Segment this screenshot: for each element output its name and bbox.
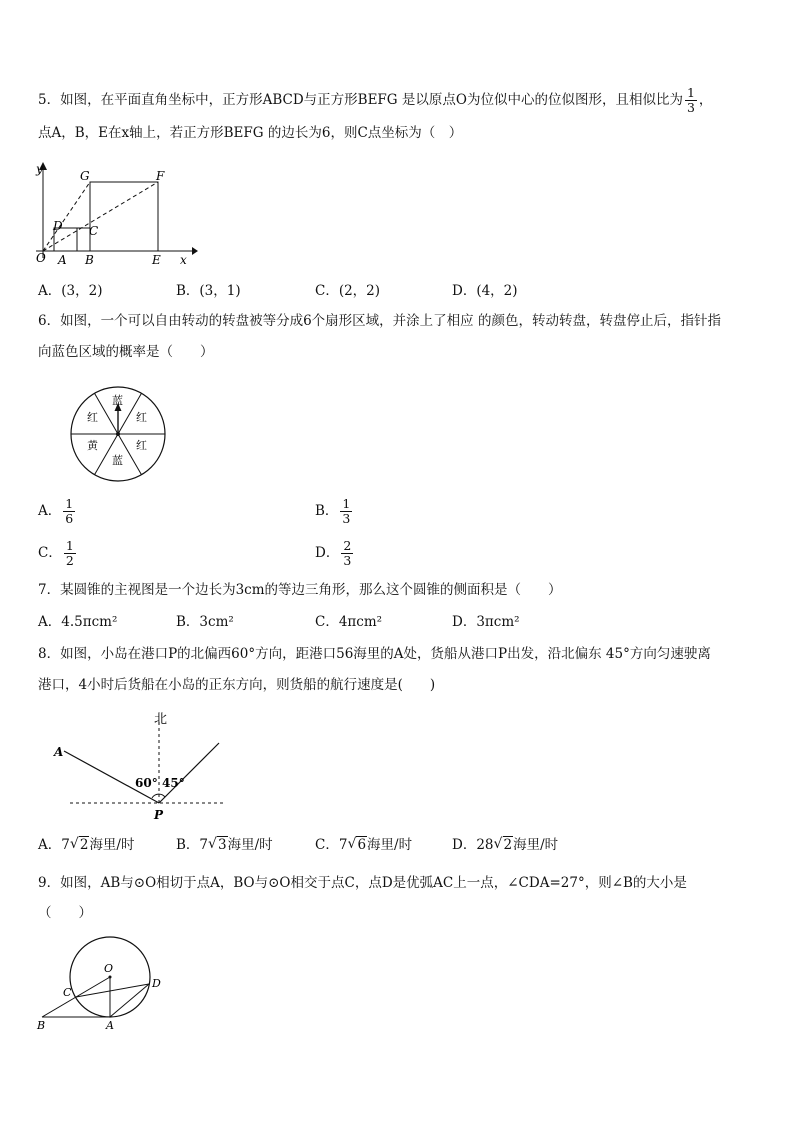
q7-option-b[interactable]: B．3cm² — [176, 614, 234, 630]
q7-option-c[interactable]: C．4πcm² — [315, 614, 383, 630]
label-f: F — [156, 169, 165, 183]
q8-option-c-sqrt — [347, 835, 367, 855]
q8-stem-line1: 8．如图，小岛在港口P的北偏西60°方向，距港口56海里的A处，货船从港口P出发，沿北偏东 45°方向匀速驶离 — [38, 646, 711, 662]
q5-figure — [30, 158, 200, 268]
q5-ratio-fraction — [685, 86, 697, 115]
q8-option-c-coef: 7 — [338, 837, 348, 853]
q7-option-a[interactable]: A．4.5πcm² — [38, 614, 118, 630]
sector-bottom-right: 红 — [136, 439, 147, 452]
q6-option-b-num: 1 — [342, 496, 351, 511]
label-o: O — [104, 962, 114, 975]
label-c: C — [89, 224, 99, 238]
q5-option-c[interactable]: C．(2，2) — [315, 283, 381, 299]
q6-option-a-letter: A． — [38, 503, 62, 519]
q8-option-a-rad: 2 — [79, 837, 89, 853]
q8-option-c[interactable] — [315, 835, 412, 855]
q6-option-d-num: 2 — [343, 538, 352, 553]
label-a: A — [106, 1019, 114, 1032]
q8-option-b-unit: 海里/时 — [227, 837, 273, 853]
q6-option-b[interactable] — [315, 497, 354, 526]
q5-stem-line1 — [38, 86, 712, 115]
q5-option-a[interactable]: A．(3，2) — [38, 283, 103, 299]
x-axis-arrow — [192, 247, 198, 255]
q8-option-b-sqrt — [208, 835, 228, 855]
label-g: G — [80, 169, 90, 183]
q8-option-c-rad: 6 — [357, 837, 367, 853]
label-angle-60: 60° — [135, 776, 158, 790]
q7-stem: 7．某圆锥的主视图是一个边长为3cm的等边三角形，那么这个圆锥的侧面积是（ ） — [38, 582, 562, 598]
q8-stem-line2: 港口，4小时后货船在小岛的正东方向，则货船的航行速度是( ) — [38, 677, 436, 693]
q7-option-d[interactable]: D．3πcm² — [452, 614, 520, 630]
q9-figure — [32, 932, 172, 1032]
label-a: A — [54, 745, 64, 759]
q8-option-d-sqrt — [494, 835, 514, 855]
q5-text-1-end: ， — [698, 92, 713, 108]
label-b: B — [37, 1019, 46, 1032]
q6-option-d-den: 3 — [343, 553, 352, 568]
q8-option-b-coef: 7 — [199, 837, 209, 853]
ray-o-g — [43, 182, 90, 251]
q5-ratio-num: 1 — [686, 85, 695, 100]
q8-option-b-rad: 3 — [218, 837, 227, 853]
q6-option-a-fraction — [63, 497, 75, 526]
q9-stem-line2: （ ） — [38, 905, 92, 921]
q6-option-b-fraction — [340, 497, 352, 526]
q6-option-c-den: 2 — [65, 553, 74, 568]
q8-option-d-coef: 28 — [476, 837, 494, 853]
label-c: C — [63, 986, 72, 999]
q6-option-b-letter: B． — [315, 503, 339, 519]
segment-p-ne — [159, 743, 219, 803]
sector-top: 蓝 — [112, 394, 123, 407]
label-north: 北 — [154, 712, 168, 727]
q6-option-d-fraction — [341, 539, 353, 568]
q8-option-d-letter: D． — [452, 837, 477, 853]
label-y: y — [36, 162, 43, 176]
label-d: D — [53, 219, 63, 233]
q8-option-d[interactable] — [452, 835, 558, 855]
q5-ratio-den: 3 — [686, 100, 695, 115]
q6-spinner-wheel — [68, 384, 168, 484]
q8-figure — [48, 708, 238, 820]
q6-option-a-den: 6 — [65, 511, 74, 526]
q5-stem-line2: 点A，B，E在x轴上，若正方形BEFG 的边长为6，则C点坐标为（ ） — [38, 125, 463, 141]
sector-bottom-left: 黄 — [87, 439, 98, 452]
q6-option-c-num: 1 — [65, 538, 74, 553]
q8-option-b-letter: B． — [176, 837, 200, 853]
sector-top-left: 红 — [87, 411, 98, 424]
q8-option-d-rad: 2 — [503, 837, 513, 853]
q8-option-a[interactable] — [38, 835, 135, 855]
label-b: B — [85, 253, 94, 267]
q8-option-a-sqrt — [70, 835, 90, 855]
q6-option-c[interactable] — [38, 539, 78, 568]
label-x: x — [180, 253, 187, 267]
sector-top-right: 红 — [136, 411, 147, 424]
q6-option-d[interactable] — [315, 539, 355, 568]
q8-option-a-coef: 7 — [61, 837, 70, 853]
q8-option-a-letter: A． — [38, 837, 62, 853]
label-d: D — [152, 977, 161, 990]
q6-stem-line2: 向蓝色区域的概率是（ ） — [38, 344, 214, 360]
q8-option-c-letter: C． — [315, 837, 339, 853]
q8-option-d-unit: 海里/时 — [513, 837, 559, 853]
q5-option-b[interactable]: B．(3，1) — [176, 283, 241, 299]
label-angle-45: 45° — [162, 776, 185, 790]
label-a: A — [58, 253, 67, 267]
q9-stem-line1: 9．如图，AB与⊙O相切于点A，BO与⊙O相交于点C，点D是优弧AC上一点，∠CDA=27°，则∠B的大小是 — [38, 875, 687, 891]
q6-option-c-letter: C． — [38, 545, 62, 561]
q8-option-a-unit: 海里/时 — [89, 837, 135, 853]
q6-option-d-letter: D． — [315, 545, 340, 561]
label-o: O — [36, 251, 46, 265]
label-e: E — [152, 253, 161, 267]
q6-option-b-den: 3 — [342, 511, 351, 526]
sector-bottom: 蓝 — [112, 454, 123, 467]
q6-option-a-num: 1 — [65, 496, 74, 511]
q8-option-c-unit: 海里/时 — [367, 837, 413, 853]
q5-text-1: 5．如图，在平面直角坐标中，正方形ABCD与正方形BEFG 是以原点O为位似中心的位似图形，且相似比为 — [38, 92, 683, 108]
q5-option-d[interactable]: D．(4，2) — [452, 283, 518, 299]
label-p: P — [154, 808, 164, 820]
q6-option-a[interactable] — [38, 497, 77, 526]
q6-option-c-fraction — [64, 539, 76, 568]
q6-stem-line1: 6．如图，一个可以自由转动的转盘被等分成6个扇形区域，并涂上了相应 的颜色，转动转盘，转盘停止后，指针指 — [38, 313, 721, 329]
q8-option-b[interactable] — [176, 835, 273, 855]
ray-o-f — [43, 182, 158, 251]
